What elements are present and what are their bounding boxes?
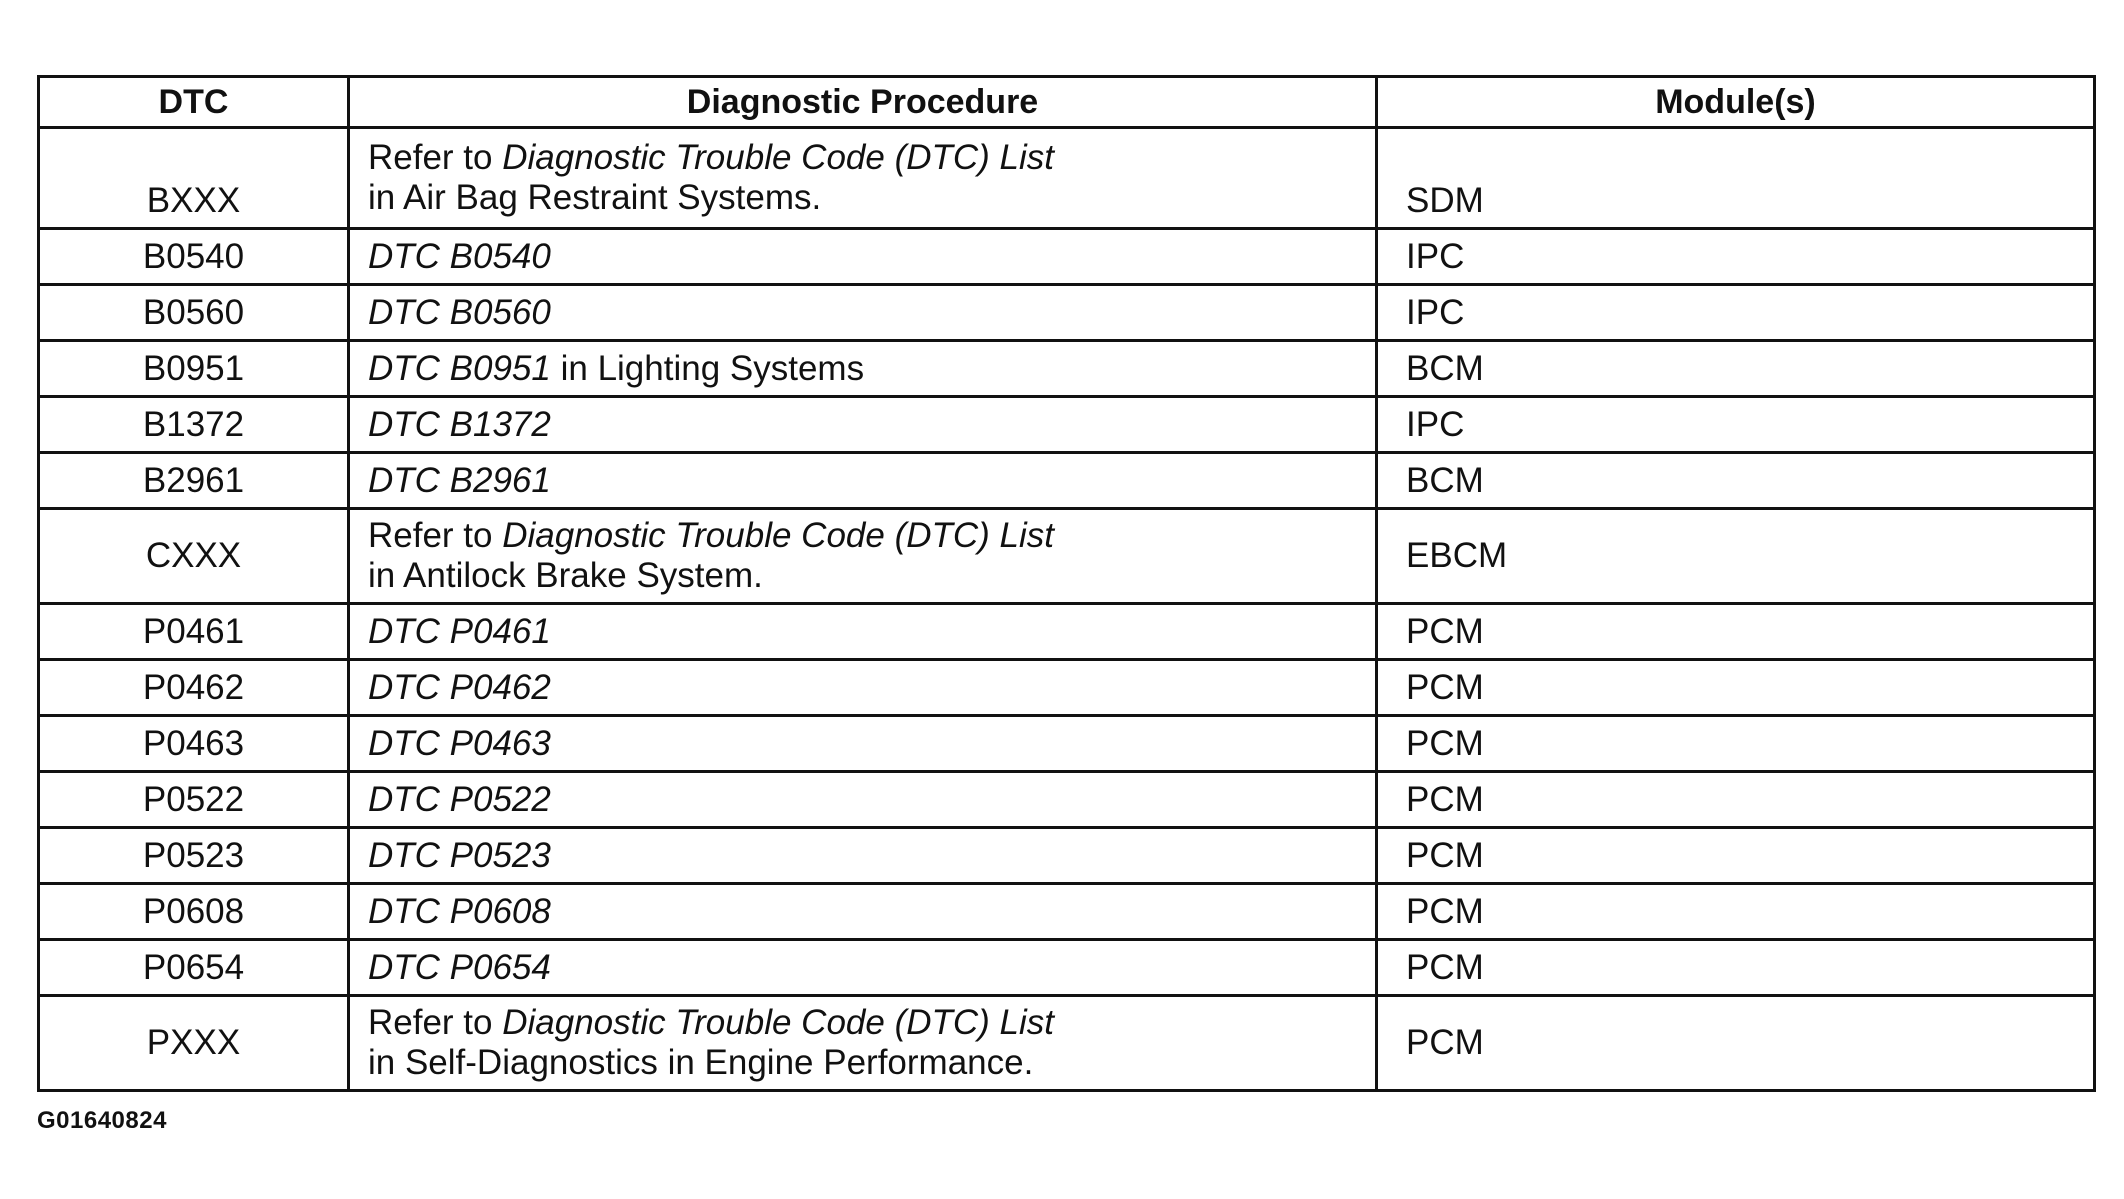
- procedure-reference-link[interactable]: DTC P0462: [368, 667, 551, 707]
- table-row: [39, 509, 2095, 604]
- dtc-code: P0522: [39, 772, 349, 828]
- procedure-line-1: [368, 1003, 1375, 1043]
- module: PCM: [1377, 996, 2095, 1091]
- procedure-line-2: in Antilock Brake System.: [368, 556, 763, 595]
- procedure-reference-link[interactable]: DTC B0540: [368, 236, 551, 276]
- procedure-reference-link[interactable]: Diagnostic Trouble Code (DTC) List: [502, 1003, 1054, 1042]
- module: PCM: [1377, 716, 2095, 772]
- figure-id: G01640824: [37, 1107, 167, 1134]
- dtc-code: P0461: [39, 604, 349, 660]
- procedure-reference-link[interactable]: DTC P0608: [368, 891, 551, 931]
- diagnostic-procedure: [349, 940, 1377, 996]
- table-row: [39, 828, 2095, 884]
- module: EBCM: [1377, 509, 2095, 604]
- diagnostic-procedure: [349, 604, 1377, 660]
- module: PCM: [1377, 884, 2095, 940]
- procedure-reference-link[interactable]: Diagnostic Trouble Code (DTC) List: [502, 138, 1054, 177]
- diagnostic-procedure: [349, 341, 1377, 397]
- procedure-line-2: in Air Bag Restraint Systems.: [368, 178, 822, 217]
- dtc-code: B0560: [39, 285, 349, 341]
- diagnostic-procedure: [349, 453, 1377, 509]
- procedure-reference-link[interactable]: DTC B2961: [368, 460, 551, 500]
- module: BCM: [1377, 453, 2095, 509]
- procedure-line-1: [368, 138, 1375, 178]
- procedure-reference-link[interactable]: Diagnostic Trouble Code (DTC) List: [502, 516, 1054, 555]
- dtc-code: B0951: [39, 341, 349, 397]
- procedure-reference-link[interactable]: DTC P0463: [368, 723, 551, 763]
- dtc-code: P0463: [39, 716, 349, 772]
- module: IPC: [1377, 397, 2095, 453]
- procedure-prefix: Refer to: [368, 138, 503, 177]
- diagnostic-procedure: [349, 397, 1377, 453]
- dtc-code: P0523: [39, 828, 349, 884]
- procedure-reference-link[interactable]: DTC P0523: [368, 835, 551, 875]
- procedure-reference-link[interactable]: DTC B0951: [368, 348, 551, 388]
- table-row: [39, 453, 2095, 509]
- module: BCM: [1377, 341, 2095, 397]
- module: PCM: [1377, 604, 2095, 660]
- dtc-code: CXXX: [39, 509, 349, 604]
- procedure-line-2: in Self-Diagnostics in Engine Performance.: [368, 1043, 1034, 1082]
- table-header-row: [39, 77, 2095, 128]
- table-row: [39, 716, 2095, 772]
- diagnostic-procedure: [349, 285, 1377, 341]
- diagnostic-procedure: [349, 716, 1377, 772]
- header-dtc: DTC: [39, 77, 349, 128]
- header-modules: Module(s): [1377, 77, 2095, 128]
- procedure-prefix: Refer to: [368, 516, 503, 555]
- dtc-code: PXXX: [39, 996, 349, 1091]
- diagnostic-procedure: [349, 772, 1377, 828]
- procedure-reference-link[interactable]: DTC B0560: [368, 292, 551, 332]
- table-row: [39, 884, 2095, 940]
- diagnostic-procedure: [349, 660, 1377, 716]
- module: PCM: [1377, 940, 2095, 996]
- table-row: [39, 128, 2095, 229]
- procedure-reference-link[interactable]: DTC P0654: [368, 947, 551, 987]
- module: PCM: [1377, 828, 2095, 884]
- diagnostic-procedure: [349, 884, 1377, 940]
- header-diagnostic-procedure: Diagnostic Procedure: [349, 77, 1377, 128]
- diagnostic-procedure: [349, 828, 1377, 884]
- module: PCM: [1377, 772, 2095, 828]
- dtc-code: B1372: [39, 397, 349, 453]
- dtc-code: P0654: [39, 940, 349, 996]
- table-row: [39, 660, 2095, 716]
- diagnostic-procedure: [349, 509, 1377, 604]
- table-row: [39, 604, 2095, 660]
- diagnostic-procedure: [349, 229, 1377, 285]
- diagnostic-procedure: [349, 128, 1377, 229]
- table-row: [39, 772, 2095, 828]
- module: IPC: [1377, 229, 2095, 285]
- procedure-suffix: in Lighting Systems: [550, 348, 865, 388]
- table-row: [39, 341, 2095, 397]
- module: SDM: [1377, 128, 2095, 229]
- dtc-table: [37, 75, 2096, 1092]
- module: PCM: [1377, 660, 2095, 716]
- dtc-code: P0608: [39, 884, 349, 940]
- procedure-reference-link[interactable]: DTC P0461: [368, 611, 551, 651]
- module: IPC: [1377, 285, 2095, 341]
- table-row: [39, 285, 2095, 341]
- dtc-code: B0540: [39, 229, 349, 285]
- table-row: [39, 940, 2095, 996]
- dtc-code: BXXX: [39, 128, 349, 229]
- procedure-reference-link[interactable]: DTC P0522: [368, 779, 551, 819]
- diagnostic-procedure: [349, 996, 1377, 1091]
- dtc-code: P0462: [39, 660, 349, 716]
- table-row: [39, 397, 2095, 453]
- table-row: [39, 996, 2095, 1091]
- procedure-line-1: [368, 516, 1375, 556]
- dtc-code: B2961: [39, 453, 349, 509]
- procedure-reference-link[interactable]: DTC B1372: [368, 404, 551, 444]
- table-row: [39, 229, 2095, 285]
- procedure-prefix: Refer to: [368, 1003, 503, 1042]
